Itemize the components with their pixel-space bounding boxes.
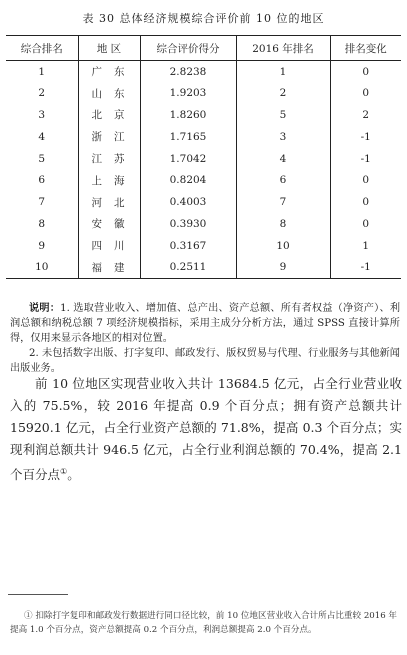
table-row <box>6 257 401 279</box>
table-body <box>6 61 401 279</box>
cell-rank-2016: 9 <box>236 257 330 279</box>
cell-rank-change: 0 <box>330 61 401 83</box>
cell-region: 山东 <box>78 82 140 104</box>
cell-rank: 9 <box>38 239 46 252</box>
cell-score: 1.8260 <box>140 104 236 126</box>
cell-rank-change: 2 <box>330 104 401 126</box>
cell-rank-change: -1 <box>330 148 401 170</box>
cell-rank: 3 <box>38 108 46 121</box>
cell-rank: 7 <box>38 196 46 209</box>
body-text: 前 10 位地区实现营业收入共计 13684.5 亿元，占全行业营业收入的 75.5%，较 2016 年提高 0.9 个百分点；拥有资产总额共计 15920.1 亿元，占全行业资产总额的 71.8%，提高 0.3 个百分点；实现利润总额共计 946.5 亿元，占全行业利润总额的 70.4%，提高 2.1 个百分点 <box>10 376 402 483</box>
cell-rank-2016: 4 <box>236 148 330 170</box>
cell-rank-2016: 8 <box>236 213 330 235</box>
cell-region: 广东 <box>78 61 140 83</box>
header-score: 综合评价得分 <box>140 36 236 61</box>
cell-region: 安徽 <box>78 213 140 235</box>
cell-score: 0.2511 <box>140 257 236 279</box>
table-row <box>6 61 401 83</box>
header-rank-change: 排名变化 <box>330 36 401 61</box>
note-line-2: 2. 未包括数字出版、打字复印、邮政发行、版权贸易与代理、行业服务与其他新闻出版业务。 <box>10 348 400 374</box>
footnote-text: ① 扣除打字复印和邮政发行数据进行同口径比较，前 10 位地区营业收入合计所占比重较 2016 年提高 1.0 个百分点，资产总额提高 0.2 个百分点，利润总额提高 2.0 个百分点。 <box>10 611 398 635</box>
cell-rank-2016: 10 <box>236 235 330 257</box>
cell-rank-2016: 6 <box>236 169 330 191</box>
cell-rank-change: 0 <box>330 191 401 213</box>
table-note <box>10 301 400 376</box>
cell-rank-change: 0 <box>330 82 401 104</box>
cell-region: 上海 <box>78 169 140 191</box>
body-paragraph: 前 10 位地区实现营业收入共计 13684.5 亿元，占全行业营业收入的 75.5%，较 2016 年提高 0.9 个百分点；拥有资产总额共计 15920.1 亿元，占全行业资产总额的 71.8%，提高 0.3 个百分点；实现利润总额共计 946.5 亿元，占全行业利润总额的 70.4%，提高 2.1 个百分点①。 <box>10 376 402 483</box>
cell-rank: 8 <box>38 217 46 230</box>
cell-rank-change: -1 <box>330 257 401 279</box>
cell-score: 1.9203 <box>140 82 236 104</box>
table-caption: 表 30 总体经济规模综合评价前 10 位的地区 <box>82 12 325 25</box>
table-row <box>6 126 401 148</box>
header-region: 地 区 <box>78 36 140 61</box>
cell-rank-change: -1 <box>330 126 401 148</box>
cell-rank-change: 0 <box>330 169 401 191</box>
cell-score: 1.7042 <box>140 148 236 170</box>
cell-rank-change: 1 <box>330 235 401 257</box>
table-row <box>6 148 401 170</box>
cell-rank: 4 <box>38 130 46 143</box>
table-row <box>6 82 401 104</box>
cell-rank-2016: 1 <box>236 61 330 83</box>
cell-region: 北京 <box>78 104 140 126</box>
cell-rank: 10 <box>35 261 49 274</box>
cell-score: 0.4003 <box>140 191 236 213</box>
note-line-1: 1. 选取营业收入、增加值、总产出、资产总额、所有者权益（净资产）、利润总额和纳税总额 7 项经济规模指标，采用主成分分析方法，通过 SPSS 直接计算所得，仅用来显示各地区的相对位置。 <box>10 303 401 344</box>
footnote-reference[interactable]: ① <box>60 467 68 476</box>
cell-rank-change: 0 <box>330 213 401 235</box>
cell-rank-2016: 2 <box>236 82 330 104</box>
cell-region: 福建 <box>78 257 140 279</box>
header-overall-rank: 综合排名 <box>20 42 63 55</box>
cell-score: 2.8238 <box>140 61 236 83</box>
table-row <box>6 213 401 235</box>
cell-region: 浙江 <box>78 126 140 148</box>
footnote <box>10 609 402 637</box>
footnote-divider <box>8 594 68 595</box>
cell-score: 0.3167 <box>140 235 236 257</box>
table-row <box>6 104 401 126</box>
header-rank-2016: 2016 年排名 <box>236 36 330 61</box>
ranking-table <box>6 35 401 279</box>
cell-region: 四川 <box>78 235 140 257</box>
table-row <box>6 169 401 191</box>
table-header-row <box>6 36 401 61</box>
cell-rank-2016: 5 <box>236 104 330 126</box>
cell-region: 江苏 <box>78 148 140 170</box>
cell-score: 0.8204 <box>140 169 236 191</box>
cell-rank-2016: 7 <box>236 191 330 213</box>
cell-score: 1.7165 <box>140 126 236 148</box>
cell-region: 河北 <box>78 191 140 213</box>
cell-rank: 2 <box>38 87 46 100</box>
table-row <box>6 235 401 257</box>
cell-rank-2016: 3 <box>236 126 330 148</box>
cell-rank: 1 <box>38 65 46 78</box>
note-label: 说明： <box>29 302 61 314</box>
cell-score: 0.3930 <box>140 213 236 235</box>
cell-rank: 5 <box>38 152 46 165</box>
table-row <box>6 191 401 213</box>
cell-rank: 6 <box>38 174 46 187</box>
